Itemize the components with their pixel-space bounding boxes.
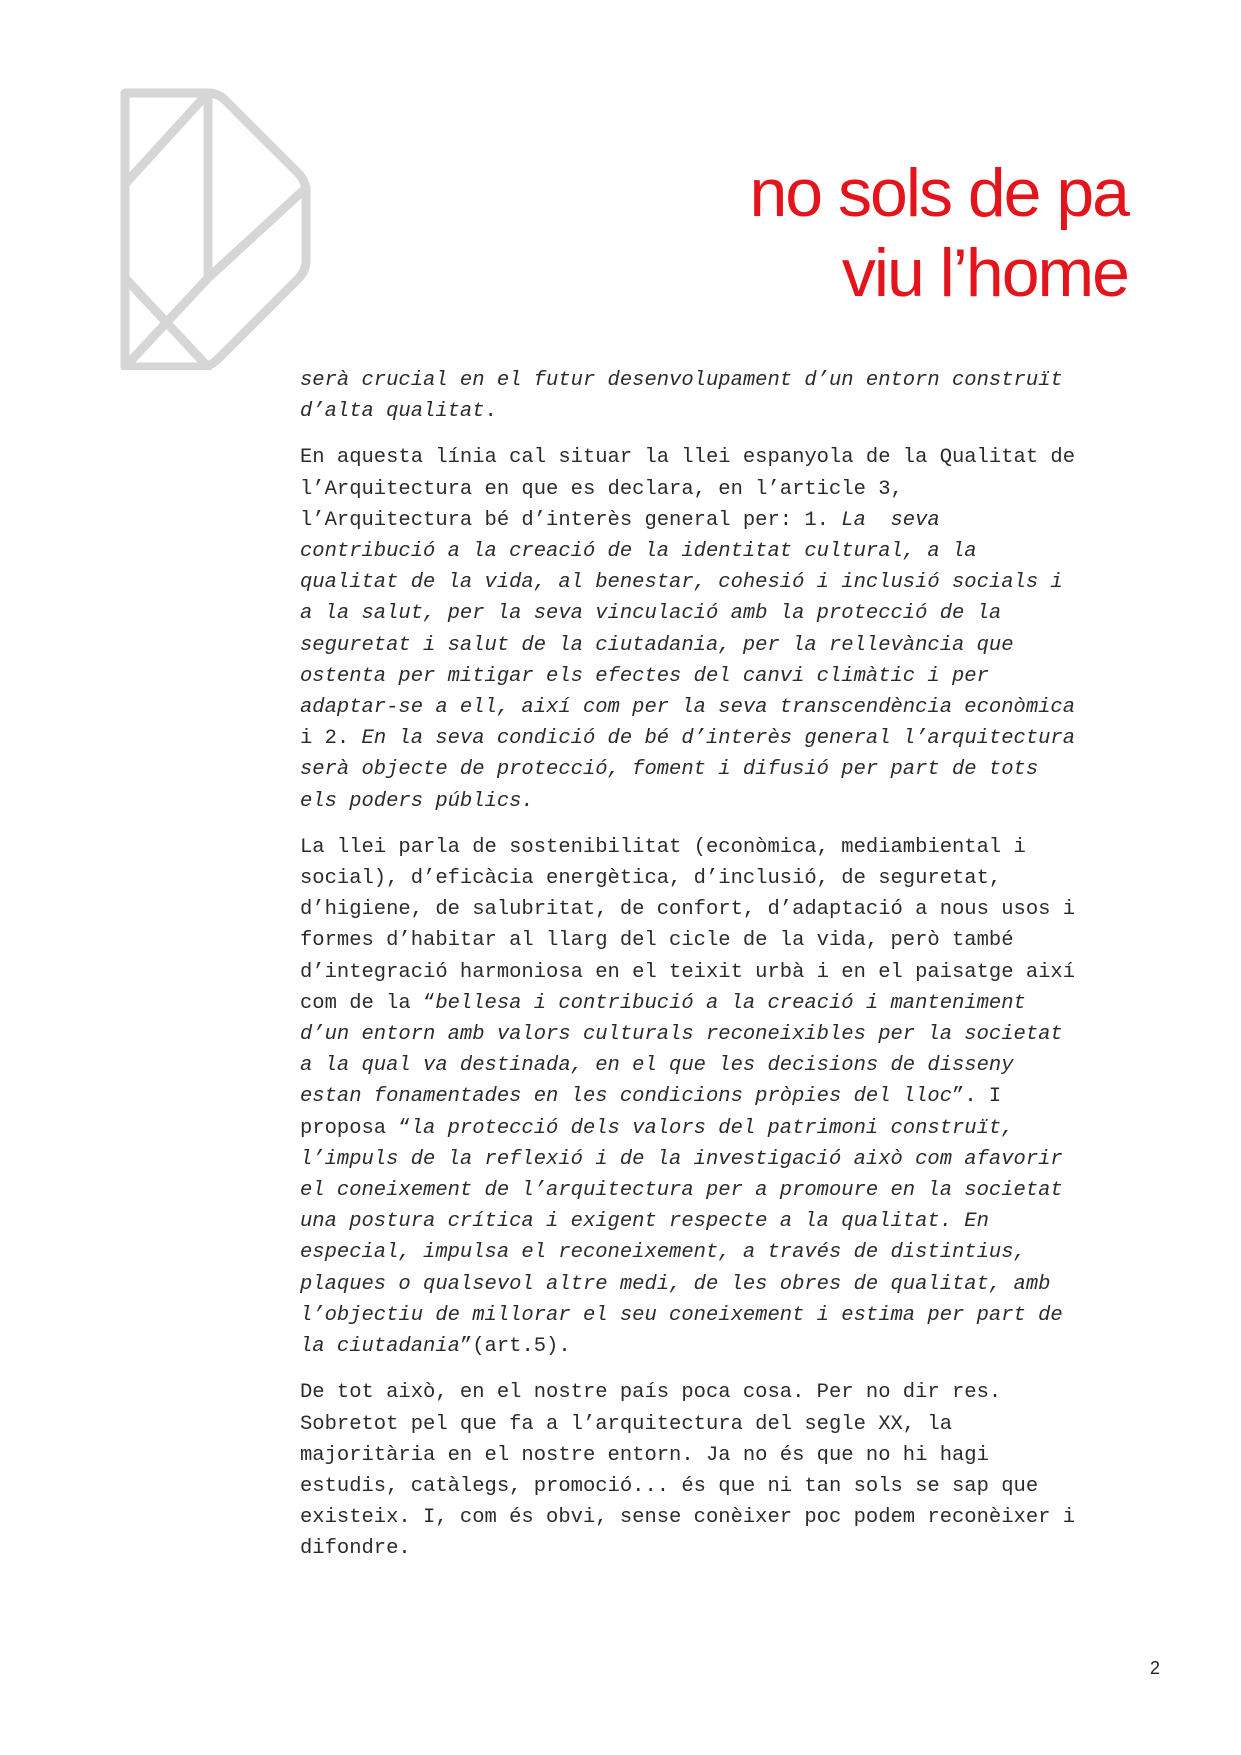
italic-text: serà objecte de protecció, foment i difusió per part de tots (300, 758, 1039, 782)
italic-text: una postura crítica i exigent respecte a la qualitat. En (300, 1210, 989, 1234)
text-line (300, 988, 1180, 1019)
italic-text: l’objectiu de millorar el seu coneixement i estima per part de (300, 1303, 1063, 1327)
text-line (300, 832, 1180, 863)
text-line (300, 442, 1180, 473)
regular-text: . (484, 400, 497, 424)
italic-text: l’impuls de la reflexió i de la investigació això com afavorir (300, 1147, 1063, 1171)
regular-text: l’Arquitectura bé d’interès general per: 1. (300, 508, 842, 532)
text-line (300, 1377, 1180, 1408)
italic-text: adaptar-se a ell, així com per la seva transcendència econòmica (300, 696, 1076, 720)
regular-text: difondre. (300, 1537, 411, 1561)
italic-text: estan fonamentades en les condicions pròpies del lloc (300, 1085, 953, 1109)
regular-text: existeix. I, com és obvi, sense conèixer poc podem reconèixer i (300, 1506, 1076, 1530)
regular-text: proposa “ (300, 1116, 411, 1140)
italic-text: d’alta qualitat (300, 400, 485, 424)
text-line (300, 1019, 1180, 1050)
italic-text: a la salut, per la seva vinculació amb la protecció de la (300, 602, 1002, 626)
logo-icon (120, 88, 312, 370)
text-line (300, 863, 1180, 894)
italic-text: a la qual va destinada, en el que les decisions de disseny (300, 1054, 1014, 1078)
text-line (300, 474, 1180, 505)
page-number: 2 (1150, 1658, 1161, 1678)
italic-text: qualitat de la vida, al benestar, cohesió i inclusió socials i (300, 571, 1063, 595)
italic-text: especial, impulsa el reconeixement, a través de distintius, (300, 1241, 1026, 1265)
regular-text: La llei parla de sostenibilitat (econòmica, mediambiental i (300, 835, 1026, 859)
italic-text: plaques o qualsevol altre medi, de les obres de qualitat, amb (300, 1272, 1051, 1296)
text-line (300, 1144, 1180, 1175)
text-line (300, 1050, 1180, 1081)
regular-text: estudis, catàlegs, promoció... és que ni tan sols se sap que (300, 1474, 1039, 1498)
regular-text: ”. I (952, 1085, 1002, 1109)
italic-text: La seva (841, 508, 940, 532)
regular-text: En aquesta línia cal situar la llei espanyola de la Qualitat de (300, 446, 1076, 470)
text-line (300, 1471, 1180, 1502)
text-line (300, 1533, 1180, 1564)
text-line (300, 598, 1180, 629)
regular-text: l’Arquitectura en que es declara, en l’article 3, (300, 477, 903, 501)
italic-text: la protecció dels valors del patrimoni construït, (410, 1116, 1014, 1140)
text-line (300, 536, 1180, 567)
text-line (300, 786, 1180, 817)
text-line (300, 630, 1180, 661)
text-line (300, 1409, 1180, 1440)
italic-text: el coneixement de l’arquitectura per a promoure en la societat (300, 1179, 1063, 1203)
text-line (300, 1081, 1180, 1112)
regular-text: social), d’eficàcia energètica, d’inclusió, de seguretat, (300, 867, 1002, 891)
text-line (300, 754, 1180, 785)
text-line (300, 1237, 1180, 1268)
text-line (300, 1300, 1180, 1331)
italic-text: ostenta per mitigar els efectes del canvi climàtic i per (300, 664, 989, 688)
italic-text: la ciutadania (300, 1335, 460, 1359)
text-line (300, 396, 1180, 427)
italic-text: En la seva condició de bé d’interès general l’arquitectura (361, 727, 1076, 751)
italic-text: contribució a la creació de la identitat cultural, a la (300, 540, 977, 564)
text-line (300, 1331, 1180, 1362)
text-line (300, 1113, 1180, 1144)
regular-text: Sobretot pel que fa a l’arquitectura del segle XX, la (300, 1412, 953, 1436)
italic-text: serà crucial en el futur desenvolupament d’un entorn construït (300, 369, 1063, 392)
regular-text: i 2. (300, 727, 362, 751)
regular-text: ”(art.5). (459, 1335, 571, 1359)
body-text (300, 365, 1180, 1580)
regular-text: d’integració harmoniosa en el teixit urbà i en el paisatge així (300, 960, 1076, 984)
paragraph (300, 442, 1180, 816)
paragraph (300, 365, 1180, 427)
italic-text: seguretat i salut de la ciutadania, per la rellevància que (300, 633, 1014, 657)
document-title (749, 153, 1128, 313)
title-line-2: viu l’home (841, 235, 1128, 311)
text-line (300, 1206, 1180, 1237)
regular-text: com de la “ (300, 991, 436, 1015)
text-line (300, 567, 1180, 598)
text-line (300, 957, 1180, 988)
text-line (300, 894, 1180, 925)
text-line (300, 1440, 1180, 1471)
regular-text: d’higiene, de salubritat, de confort, d’adaptació a nous usos i (300, 898, 1076, 922)
title-line-1: no sols de pa (749, 155, 1128, 231)
text-line (300, 1269, 1180, 1300)
italic-text: d’un entorn amb valors culturals reconeixibles per la societat (300, 1023, 1063, 1047)
text-line (300, 723, 1180, 754)
text-line (300, 692, 1180, 723)
regular-text: formes d’habitar al llarg del cicle de la vida, però també (300, 929, 1014, 953)
text-line (300, 365, 1180, 396)
text-line (300, 1175, 1180, 1206)
text-line (300, 925, 1180, 956)
regular-text: De tot això, en el nostre país poca cosa. Per no dir res. (300, 1381, 1002, 1405)
text-line (300, 661, 1180, 692)
italic-text: bellesa i contribució a la creació i manteniment (435, 991, 1026, 1015)
regular-text: majoritària en el nostre entorn. Ja no és que no hi hagi (300, 1443, 989, 1467)
text-line (300, 505, 1180, 536)
paragraph (300, 832, 1180, 1362)
italic-text: els poders públics. (300, 789, 534, 813)
text-line (300, 1502, 1180, 1533)
paragraph (300, 1377, 1180, 1564)
